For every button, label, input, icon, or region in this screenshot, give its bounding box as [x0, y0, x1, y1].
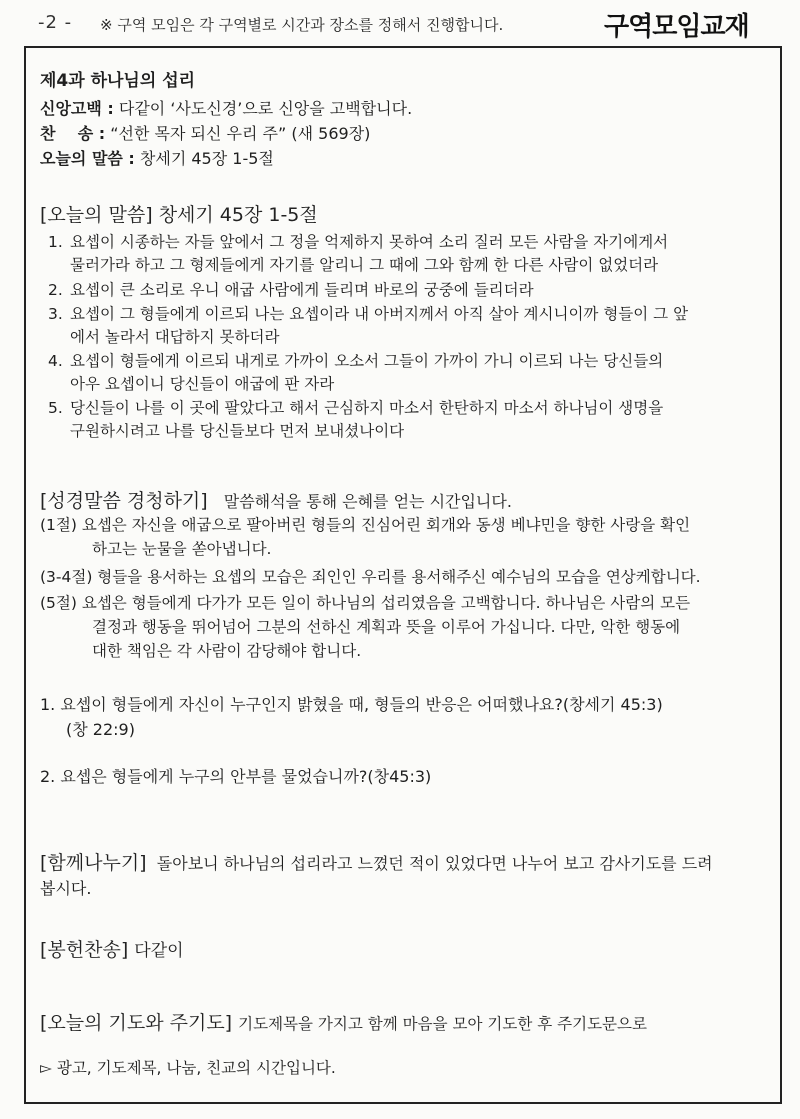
verse-text: 요셉이 그 형들에게 이르되 나는 요셉이라 내 아버지께서 아직 살아 계시니이까 형들이 그 앞 [70, 305, 689, 323]
prayer-heading: [오늘의 기도와 주기도] [40, 1012, 233, 1034]
lesson-title: 제4과 하나님의 섭리 [40, 71, 196, 91]
paragraph-line: 결정과 행동을 뛰어넘어 그분의 선하신 계획과 뜻을 이루어 가십니다. 다만, 악한 행동에 [92, 618, 681, 636]
creed-text: 다같이 ‘사도신경’으로 신앙을 고백합니다. [118, 99, 413, 118]
verse-5 [48, 397, 764, 443]
listen-heading-line [40, 486, 512, 513]
listen-paragraph-1 [40, 513, 764, 561]
share-heading: [함께나누기] [40, 852, 147, 874]
listen-paragraph-3 [40, 591, 764, 663]
offering-text: 다같이 [134, 941, 184, 961]
scripture-heading-line [40, 200, 318, 227]
closing-note: ▻ 광고, 기도제목, 나눔, 친교의 시간입니다. [40, 1059, 336, 1077]
document-title: 구역모임교재 [604, 12, 749, 42]
prayer-line [40, 1008, 647, 1035]
verse-text: 요셉이 큰 소리로 우니 애굽 사람에게 들리며 바로의 궁중에 들리더라 [70, 281, 534, 299]
paragraph-line: 하고는 눈물을 쏟아냅니다. [92, 540, 272, 558]
verse-text: 요셉이 형들에게 이르되 내게로 가까이 오소서 그들이 가까이 가니 이르되 나는 당신들의 [70, 352, 664, 370]
hymn-label: 찬 송 : [40, 124, 106, 143]
offering-line [40, 935, 184, 962]
listen-subtitle: 말씀해석을 통해 은혜를 얻는 시간입니다. [223, 492, 512, 511]
verse-text-cont: 에서 놀라서 대답하지 못하더라 [70, 328, 280, 346]
hymn-line [40, 121, 370, 144]
paragraph-line: (1절) 요셉은 자신을 애굽으로 팔아버린 형들의 진심어린 회개와 동생 베냐민을 향한 사랑을 확인 [40, 516, 691, 534]
question-2 [40, 764, 764, 789]
verse-number: 2. [48, 281, 63, 299]
verse-text: 당신들이 나를 이 곳에 팔았다고 해서 근심하지 마소서 한탄하지 마소서 하나님이 생명을 [70, 399, 664, 417]
hymn-text: “선한 목자 되신 우리 주” (새 569장) [110, 124, 371, 143]
verse-text-cont: 아우 요셉이니 당신들이 애굽에 판 자라 [70, 375, 335, 393]
verse-number: 3. [48, 305, 63, 323]
question-text: 2. 요셉은 형들에게 누구의 안부를 물었습니까?(창45:3) [40, 767, 432, 786]
verse-number: 4. [48, 352, 63, 370]
share-text-cont: 봅시다. [40, 879, 92, 898]
share-section [40, 851, 764, 901]
paragraph-line: (3-4절) 형들을 용서하는 요셉의 모습은 죄인인 우리를 용서해주신 예수님의 모습을 연상케합니다. [40, 568, 701, 586]
verse-text-cont: 물러가라 하고 그 형제들에게 자기를 알리니 그 때에 그와 함께 한 다른 사람이 없었더라 [70, 256, 659, 274]
verse-2 [48, 279, 764, 302]
question-1 [40, 692, 764, 742]
verse-text: 요셉이 시종하는 자들 앞에서 그 정을 억제하지 못하여 소리 질러 모든 사람을 자기에게서 [70, 233, 669, 251]
paragraph-line: 대한 책임은 각 사람이 감당해야 합니다. [92, 642, 362, 660]
verse-1 [48, 231, 764, 277]
creed-line [40, 96, 412, 119]
page-number: -2 - [38, 12, 73, 33]
question-text-cont: (창 22:9) [66, 720, 135, 739]
question-text: 1. 요셉이 형들에게 자신이 누구인지 밝혔을 때, 형들의 반응은 어떠했나요?(창세기 45:3) [40, 695, 663, 714]
verse-number: 5. [48, 399, 63, 417]
creed-label: 신앙고백 : [40, 99, 114, 118]
offering-heading: [봉헌찬송] [40, 939, 129, 961]
paragraph-line: (5절) 요셉은 형들에게 다가가 모든 일이 하나님의 섭리였음을 고백합니다. 하나님은 사람의 모든 [40, 594, 691, 612]
prayer-text: 기도제목을 가지고 함께 마음을 모아 기도한 후 주기도문으로 [238, 1015, 647, 1033]
scripture-reference: 창세기 45장 1-5절 [158, 204, 318, 226]
share-text: 돌아보니 하나님의 섭리라고 느꼈던 적이 있었다면 나누어 보고 감사기도를 드려 [156, 854, 713, 873]
listen-paragraph-2 [40, 565, 764, 589]
word-label: 오늘의 말씀 : [40, 149, 135, 168]
verse-3 [48, 303, 764, 349]
page-header [0, 0, 800, 50]
scripture-heading: [오늘의 말씀] [40, 204, 153, 226]
header-note: ※ 구역 모임은 각 구역별로 시간과 장소를 정해서 진행합니다. [100, 16, 504, 34]
verse-number: 1. [48, 233, 63, 251]
word-text: 창세기 45장 1-5절 [139, 149, 274, 168]
verse-4 [48, 350, 764, 396]
verse-text-cont: 구원하시려고 나를 당신들보다 먼저 보내셨나이다 [70, 422, 405, 440]
listen-heading: [성경말씀 경청하기] [40, 490, 208, 512]
word-line [40, 146, 274, 169]
